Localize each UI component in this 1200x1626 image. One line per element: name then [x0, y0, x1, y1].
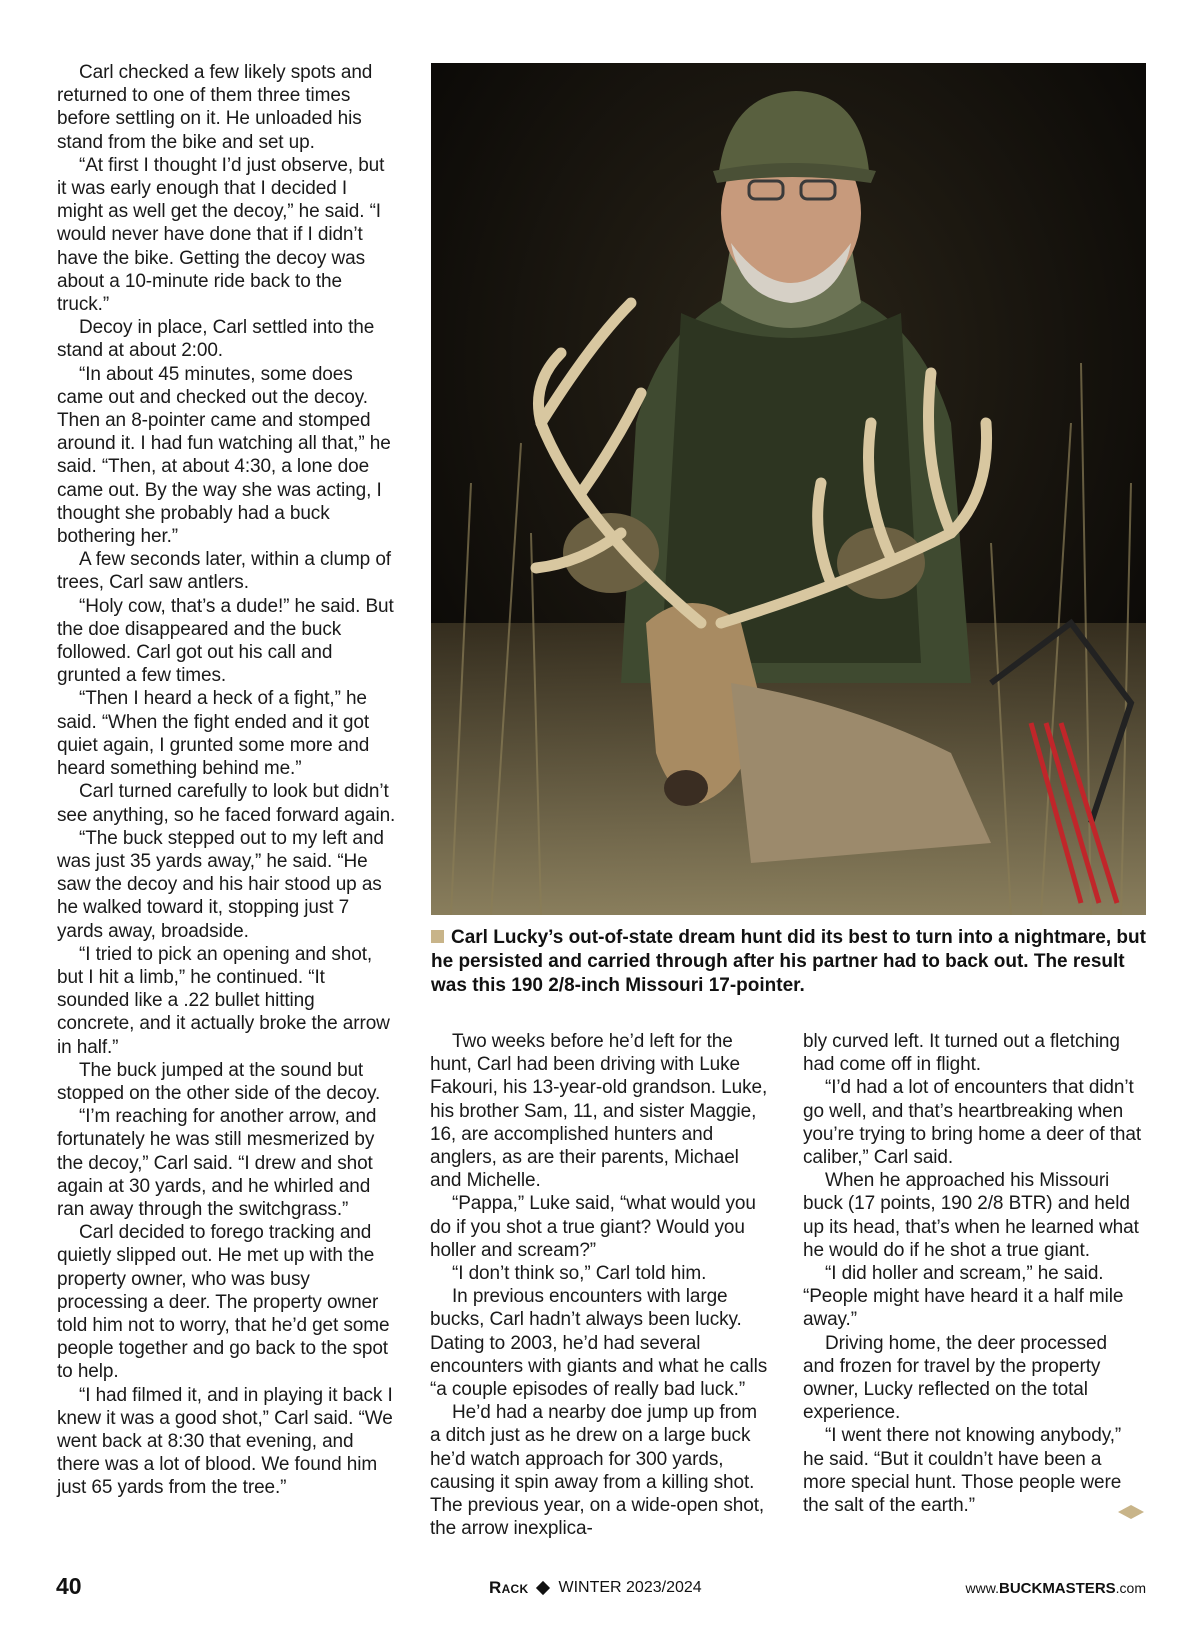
- caption-marker-icon: [431, 930, 444, 943]
- footer-website: [966, 1580, 1146, 1597]
- article-column-middle: [430, 1030, 770, 1540]
- footer-issue: [489, 1578, 702, 1598]
- article-column-left: [57, 61, 397, 1500]
- paragraph: Carl decided to forego tracking and quietly slipped out. He met up with the property owner, who was busy processing a deer. The property owner told him not to worry, that he’d get some people together and go back to the spot to help.: [57, 1222, 390, 1383]
- paragraph: “Pappa,” Luke said, “what would you do if you shot a true giant? Would you holler and scream?”: [430, 1193, 756, 1261]
- paragraph: “I don’t think so,” Carl told him.: [452, 1263, 707, 1285]
- paragraph: He’d had a nearby doe jump up from a ditch just as he drew on a large buck he’d watch approach for 300 yards, causing it spin away from a killing shot. The previous year, on a wide-open shot, the arrow inexplica-: [430, 1402, 765, 1540]
- site-prefix: www.: [965, 1580, 999, 1596]
- paragraph: When he approached his Missouri buck (17 points, 190 2/8 BTR) and held up its head, that’s when he learned what he would do if he shot a true giant.: [803, 1170, 1139, 1261]
- paragraph: Two weeks before he’d left for the hunt, Carl had been driving with Luke Fakouri, his 13-year-old grandson. Luke, his brother Sam, 11, and sister Maggie, 16, are accomplished hunters and anglers, as are their parents, Michael and Michelle.: [430, 1031, 768, 1192]
- paragraph: Decoy in place, Carl settled into the stand at about 2:00.: [57, 317, 375, 362]
- photo-illustration: [431, 63, 1146, 915]
- paragraph: “I’d had a lot of encounters that didn’t go well, and that’s heartbreaking when you’re trying to bring home a deer of that caliber,” Carl said.: [803, 1077, 1141, 1169]
- paragraph: “In about 45 minutes, some does came out and checked out the decoy. Then an 8-pointer came and stomped around it. I had fun watching all that,” he said. “Then, at about 4:30, a lone doe came out. By the way she was acting, I thought she probably had a buck bothering her.”: [57, 363, 391, 548]
- issue-date: WINTER 2023/2024: [558, 1579, 702, 1596]
- paragraph: “I tried to pick an opening and shot, but I hit a limb,” he continued. “It sounded like a .22 bullet hitting concrete, and it actually broke the arrow in half.”: [57, 943, 390, 1058]
- footer-diamond-icon: [536, 1581, 550, 1595]
- paragraph: In previous encounters with large bucks, Carl hadn’t always been lucky. Dating to 2003, he’d had several encounters with giants and what he calls “a couple episodes of really bad luck.”: [430, 1286, 768, 1401]
- site-brand: BUCKMASTERS: [998, 1580, 1116, 1597]
- paragraph: “I’m reaching for another arrow, and fortunately he was still mesmerized by the decoy,” Carl said. “I drew and shot again at 30 yards, and he whirled and ran away through the switchgrass.”: [57, 1106, 377, 1220]
- paragraph: “I had filmed it, and in playing it back I knew it was a good shot,” Carl said. “We went back at 8:30 that evening, and there was a lot of blood. We found him just 65 yards from the tree.”: [57, 1384, 393, 1499]
- paragraph: Carl turned carefully to look but didn’t see anything, so he faced forward again.: [57, 781, 396, 826]
- paragraph: Carl checked a few likely spots and returned to one of them three times before settling on it. He unloaded his stand from the bike and set up.: [57, 62, 373, 153]
- article-column-right: [803, 1030, 1143, 1517]
- page-number: 40: [56, 1573, 82, 1599]
- paragraph: “The buck stepped out to my left and was just 35 yards away,” he said. “He saw the decoy and his hair stood up as he walked toward it, stopping just 7 yards away, broadside.: [57, 827, 384, 942]
- paragraph: “At first I thought I’d just observe, but it was early enough that I decided I might as well get the decoy,” he said. “I would never have done that if I didn’t have the bike. Getting the decoy was about a 10-minute ride back to the truck.”: [57, 154, 385, 316]
- paragraph: Driving home, the deer processed and frozen for travel by the property owner, Lucky reflected on the total experience.: [803, 1332, 1107, 1424]
- paragraph: bly curved left. It turned out a fletching had come off in flight.: [803, 1031, 1120, 1076]
- paragraph: The buck jumped at the sound but stopped on the other side of the decoy.: [57, 1059, 381, 1104]
- story-end-diamond-icon: [1118, 1505, 1144, 1519]
- photo-caption: [431, 926, 1146, 998]
- hunter-buck-photo: [431, 63, 1146, 915]
- caption-text: Carl Lucky’s out-of-state dream hunt did its best to turn into a nightmare, but he persisted and carried through after his partner had to back out. The result was this 190 2/8-inch Missouri 17-pointer.: [431, 927, 1146, 996]
- paragraph: “I went there not knowing anybody,” he said. “But it couldn’t have been a more special hunt. Those people were the salt of the earth.”: [803, 1425, 1122, 1517]
- site-suffix: .com: [1115, 1580, 1146, 1596]
- paragraph: “I did holler and scream,” he said. “People might have heard it a half mile away.”: [803, 1263, 1124, 1331]
- paragraph: “Then I heard a heck of a fight,” he said. “When the fight ended and it got quiet again, I grunted some more and heard something behind me.”: [57, 688, 370, 780]
- magazine-name: Rack: [489, 1578, 529, 1597]
- paragraph: A few seconds later, within a clump of trees, Carl saw antlers.: [57, 549, 391, 594]
- paragraph: “Holy cow, that’s a dude!” he said. But the doe disappeared and the buck followed. Carl got out his call and grunted a few times.: [57, 595, 394, 687]
